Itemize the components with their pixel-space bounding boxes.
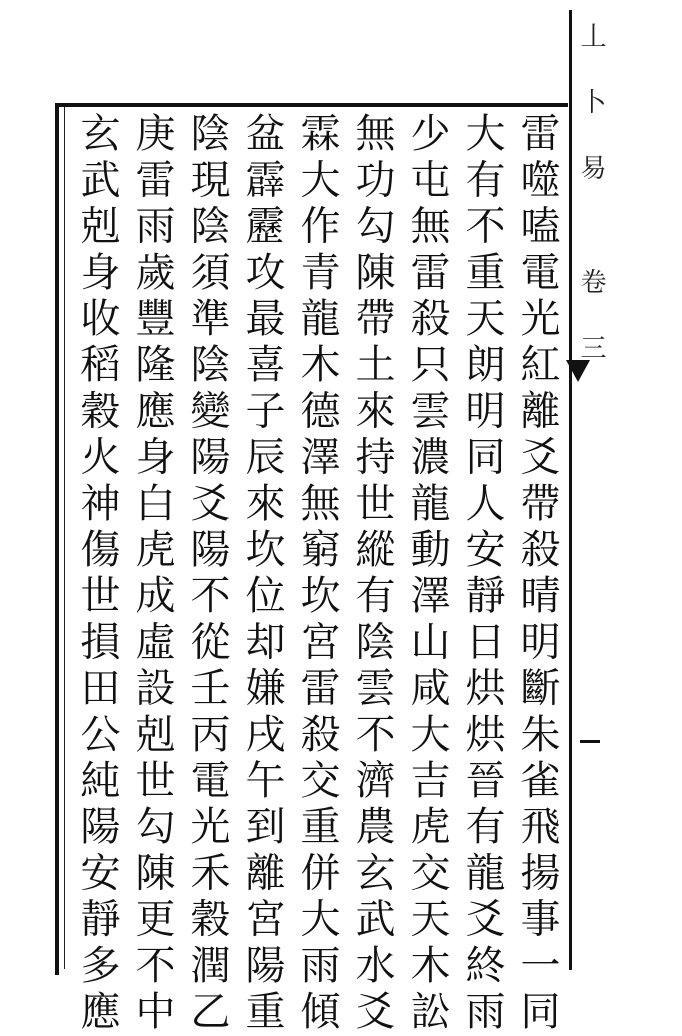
text-column-5: 霖大作青龍木德澤無窮坎宮雷殺交重併大雨傾: [294, 112, 340, 1036]
text-column-6: 盆霹靂攻最喜子辰來坎位却嫌戌午到離宮陽重: [239, 112, 285, 1036]
text-column-8: 庚雷雨歲豐隆應身白虎成虛設剋世勾陳更不中: [129, 112, 175, 1036]
frame-inner-border: [64, 107, 65, 969]
frame-top-border: [58, 103, 568, 107]
frame-left-border: [55, 103, 59, 975]
text-column-1: 雷噬嗑電光紅離爻帶殺晴明斷朱雀飛揚事一同: [514, 112, 560, 1036]
text-columns: [68, 112, 564, 1036]
text-column-3: 少屯無雷殺只雲濃龍動澤山咸大吉虎交天木訟: [404, 112, 450, 1036]
text-column-7: 陰現陰須準陰變陽爻陽不從壬丙電光禾穀潤乙: [184, 112, 230, 1036]
text-column-9: 玄武剋身收稻穀火神傷世損田公純陽安靜多應: [74, 112, 120, 1036]
text-column-2: 大有不重天朗明同人安靜日烘烘晉有龍爻終雨: [459, 112, 505, 1036]
binding-margin-line: [569, 10, 572, 970]
text-column-4: 無功勾陳帶土來持世縱有陰雲不濟農玄武水爻: [349, 112, 395, 1036]
margin-tick: [580, 740, 600, 743]
fish-tail-mark: [566, 360, 590, 382]
margin-title: 丄卜易 卷三: [576, 22, 606, 401]
